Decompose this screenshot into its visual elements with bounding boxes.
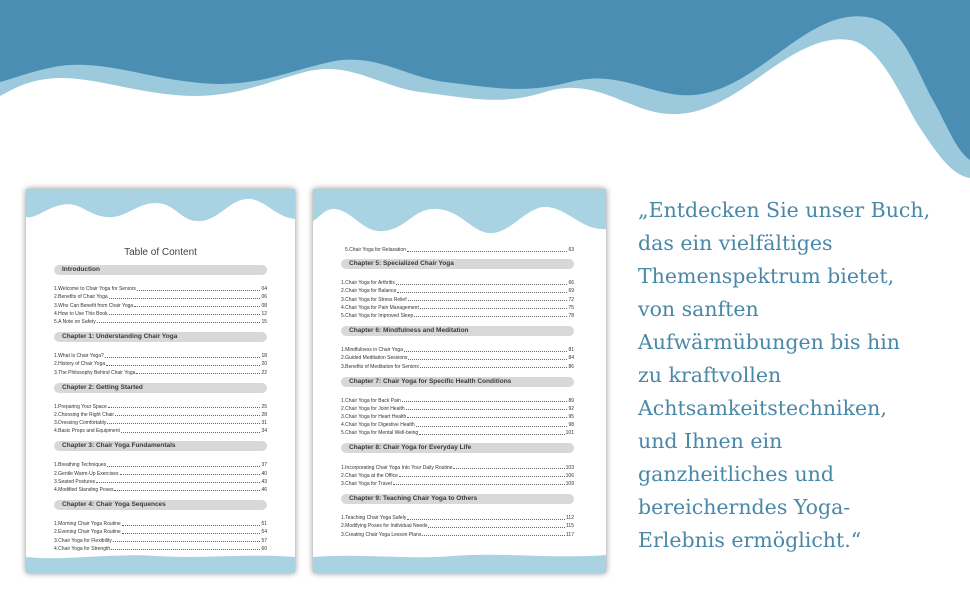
toc-section — [54, 500, 267, 552]
toc-entry-title: 1.Preparing Your Space — [54, 403, 107, 410]
toc-sections-right — [341, 259, 574, 545]
section-entries — [341, 278, 574, 319]
toc-entry-title: 1.Breathing Techniques — [54, 462, 107, 469]
toc-entry-title: 2.Guided Meditation Sessions — [341, 355, 408, 362]
quote-line: und Ihnen ein — [638, 429, 783, 453]
toc-entry-title: 2.Evening Chair Yoga Routine — [54, 529, 121, 536]
leader-dots — [121, 432, 261, 433]
toc-page-left — [26, 189, 295, 573]
toc-sections-left — [54, 265, 267, 559]
toc-entry-title: 3.Chair Yoga for Stress Relief — [341, 296, 407, 303]
toc-entry — [341, 529, 574, 537]
toc-entry-title: 4.Chair Yoga for Strength — [54, 545, 111, 552]
leader-dots — [120, 474, 261, 475]
toc-entry — [341, 471, 574, 479]
quote-line: Themenspektrum bietet, — [638, 264, 895, 288]
toc-entry — [54, 468, 267, 476]
toc-entry-title: 3.Chair Yoga for Travel — [341, 481, 392, 487]
toc-entry — [54, 535, 267, 543]
leader-dots — [396, 284, 568, 285]
section-entries — [341, 462, 574, 487]
toc-entry — [341, 353, 574, 361]
toc-entry-page: 46 — [261, 487, 267, 493]
toc-page-right — [313, 189, 606, 573]
leader-dots — [402, 401, 568, 402]
section-heading: Introduction — [54, 265, 267, 275]
toc-entry-page: 86 — [568, 363, 574, 370]
toc-entry — [54, 519, 267, 527]
leader-dots — [406, 409, 568, 410]
toc-entry-page: 92 — [568, 405, 574, 412]
toc-entry-page: 40 — [261, 470, 267, 477]
leader-dots — [114, 490, 260, 491]
toc-entry-page: 63 — [568, 247, 574, 254]
toc-entry — [54, 418, 267, 426]
leader-dots — [109, 314, 261, 315]
toc-entry-title: 4.Chair Yoga for Digestive Health — [341, 422, 415, 429]
leader-dots — [407, 251, 568, 252]
toc-entry-title: 1.Chair Yoga for Back Pain — [341, 397, 401, 404]
toc-entry-page: 25 — [261, 403, 267, 410]
toc-entry-title: 1.What Is Chair Yoga? — [54, 353, 104, 360]
leader-dots — [420, 308, 568, 309]
toc-entry-title: 3.Dressing Comfortably — [54, 420, 107, 427]
toc-entry-page: 06 — [261, 294, 267, 301]
toc-entry-title: 2.Choosing the Right Chair — [54, 411, 115, 418]
toc-entry — [341, 428, 574, 436]
toc-entry — [341, 303, 574, 311]
toc-entry — [54, 426, 267, 434]
toc-entry — [341, 513, 574, 521]
toc-entry-page: 81 — [568, 347, 574, 354]
toc-entry-title: 5.Chair Yoga for Relaxation — [345, 247, 406, 254]
toc-entry-page: 106 — [565, 472, 574, 479]
leader-dots — [122, 533, 261, 534]
toc-entry — [341, 396, 574, 404]
toc-entry-title: 3.Seated Postures — [54, 478, 96, 485]
toc-entry — [341, 404, 574, 412]
toc-entry-title: 1.Mindfulness in Chair Yoga — [341, 347, 403, 354]
section-heading: Chapter 9: Teaching Chair Yoga to Others — [341, 494, 574, 504]
quote-line: zu kraftvollen — [638, 363, 782, 387]
leader-dots — [134, 306, 260, 307]
leader-dots — [111, 549, 260, 550]
toc-entry — [341, 479, 574, 487]
toc-entry-page: 20 — [261, 361, 267, 368]
toc-entry-page: 22 — [261, 369, 267, 376]
toc-entry-page: 112 — [566, 515, 574, 522]
toc-entry — [54, 410, 267, 418]
toc-entry — [54, 527, 267, 535]
leader-dots — [96, 482, 260, 483]
page-top-wave — [313, 189, 606, 239]
leader-dots — [428, 527, 565, 528]
toc-entry-page: 72 — [568, 296, 574, 303]
toc-entry-page: 84 — [568, 355, 574, 362]
section-heading: Chapter 8: Chair Yoga for Everyday Life — [341, 443, 574, 453]
toc-entry-page: 08 — [261, 302, 267, 309]
toc-entry-page: 34 — [261, 428, 267, 435]
leader-dots — [422, 535, 565, 536]
toc-entry-page: 103 — [565, 464, 574, 471]
quote-line: Erlebnis ermöglicht.“ — [638, 528, 862, 552]
toc-entry-title: 3.Benefits of Meditation for Seniors — [341, 363, 419, 370]
toc-entry — [341, 294, 574, 302]
top-entry — [345, 245, 574, 253]
section-entries — [341, 513, 574, 538]
toc-entry-page: 69 — [568, 288, 574, 295]
toc-entry-title: 3.The Philosophy Behind Chair Yoga — [54, 369, 136, 376]
leader-dots — [107, 466, 260, 467]
leader-dots — [407, 417, 567, 418]
toc-entry-title: 2.Benefits of Chair Yoga — [54, 294, 108, 301]
toc-entry-page: 89 — [568, 397, 574, 404]
leader-dots — [107, 423, 260, 424]
quote-line: ganzheitliches und — [638, 462, 834, 486]
toc-entry-page: 115 — [566, 523, 574, 530]
section-heading: Chapter 3: Chair Yoga Fundamentals — [54, 441, 267, 451]
leader-dots — [136, 373, 260, 374]
section-entries — [54, 284, 267, 325]
toc-section — [341, 443, 574, 487]
toc-entry-title: 2.Modifying Poses for Individual Needs — [341, 523, 428, 530]
toc-entry — [54, 477, 267, 485]
toc-entry-page: 28 — [261, 411, 267, 418]
leader-dots — [109, 298, 261, 299]
toc-entry — [54, 367, 267, 375]
toc-entry-title: 1.Incorporating Chair Yoga Into Your Daily Routine — [341, 464, 453, 471]
quote-line: das ein vielfältiges — [638, 231, 833, 255]
leader-dots — [414, 316, 567, 317]
toc-entry-page: 37 — [261, 462, 267, 469]
page-top-wave — [26, 189, 295, 229]
toc-entry — [54, 284, 267, 292]
leader-dots — [393, 484, 565, 485]
toc-entry-page: 18 — [261, 353, 267, 360]
toc-entry-title: 5.Chair Yoga for Improved Sleep — [341, 312, 414, 319]
toc-entry-title: 3.Chair Yoga for Heart Health — [341, 414, 407, 421]
section-entries — [341, 396, 574, 437]
leader-dots — [453, 468, 564, 469]
leader-dots — [399, 476, 565, 477]
toc-entry-page: 66 — [568, 280, 574, 287]
toc-entry-title: 2.History of Chair Yoga — [54, 361, 106, 368]
toc-entry-title: 3.Creating Chair Yoga Lesson Plans — [341, 531, 422, 538]
leader-dots — [108, 407, 261, 408]
toc-entry-title: 2.Chair Yoga for Balance — [341, 288, 397, 295]
toc-entry — [341, 345, 574, 353]
toc-entry-title: 4.Basic Props and Equipment — [54, 428, 120, 435]
leader-dots — [408, 300, 568, 301]
toc-entry-page: 12 — [261, 310, 267, 317]
section-entries — [54, 519, 267, 552]
toc-entry — [54, 309, 267, 317]
toc-entry-title: 1.Teaching Chair Yoga Safely — [341, 515, 407, 522]
section-heading: Chapter 1: Understanding Chair Yoga — [54, 332, 267, 342]
section-entries — [54, 351, 267, 376]
toc-entry-title: 2.Gentle Warm-Up Exercises — [54, 470, 119, 477]
leader-dots — [419, 434, 564, 435]
toc-entry — [341, 311, 574, 319]
toc-entry-title: 3.Who Can Benefit from Chair Yoga — [54, 302, 134, 309]
leader-dots — [122, 525, 261, 526]
leader-dots — [105, 357, 261, 358]
page-bottom-wave — [313, 547, 606, 573]
toc-entry-title: 2.Chair Yoga at the Office — [341, 472, 398, 479]
toc-section — [341, 326, 574, 370]
leader-dots — [420, 367, 568, 368]
section-entries — [54, 402, 267, 435]
toc-entry — [54, 544, 267, 552]
toc-entry — [54, 402, 267, 410]
toc-title: Table of Content — [124, 247, 197, 258]
toc-entry-page: 31 — [261, 420, 267, 427]
leader-dots — [408, 359, 567, 360]
toc-entry — [341, 420, 574, 428]
toc-entry-page: 109 — [565, 481, 574, 487]
quote-line: bereicherndes Yoga- — [638, 495, 851, 519]
leader-dots — [404, 351, 567, 352]
toc-section — [341, 259, 574, 319]
toc-entry-title: 1.Morning Chair Yoga Routine — [54, 521, 121, 528]
toc-entry-page: 78 — [568, 312, 574, 319]
toc-entry — [341, 361, 574, 369]
section-heading: Chapter 4: Chair Yoga Sequences — [54, 500, 267, 510]
leader-dots — [416, 426, 568, 427]
quote-line: Aufwärmübungen bis hin — [638, 330, 900, 354]
toc-entry — [54, 359, 267, 367]
toc-entry-page: 98 — [568, 422, 574, 429]
toc-entry-page: 95 — [568, 414, 574, 421]
toc-entry — [54, 317, 267, 325]
section-heading: Chapter 7: Chair Yoga for Specific Health Conditions — [341, 377, 574, 387]
toc-entry — [54, 485, 267, 493]
toc-entry-page: 15 — [261, 318, 267, 325]
section-heading: Chapter 6: Mindfulness and Meditation — [341, 326, 574, 336]
toc-entry-title: 1.Welcome to Chair Yoga for Seniors — [54, 286, 136, 293]
toc-entry — [54, 460, 267, 468]
toc-entry-title: 3.Chair Yoga for Flexibility — [54, 537, 112, 544]
section-entries — [341, 345, 574, 370]
toc-entry — [54, 351, 267, 359]
leader-dots — [106, 365, 260, 366]
toc-entry-title: 1.Chair Yoga for Arthritis — [341, 280, 395, 287]
leader-dots — [137, 290, 261, 291]
leader-dots — [407, 519, 565, 520]
toc-entry-title: 4.Modified Standing Poses — [54, 487, 114, 493]
toc-entry-page: 117 — [566, 531, 574, 538]
section-heading: Chapter 2: Getting Started — [54, 383, 267, 393]
toc-entry-title: 4.Chair Yoga for Pain Management — [341, 304, 419, 311]
toc-entry-title: 5.A Note on Safety — [54, 318, 96, 325]
toc-section — [341, 377, 574, 437]
toc-entry-page: 04 — [261, 286, 267, 293]
leader-dots — [397, 292, 567, 293]
toc-entry-title: 5.Chair Yoga for Mental Well-being — [341, 430, 419, 437]
leader-dots — [97, 322, 261, 323]
leader-dots — [113, 541, 261, 542]
toc-entry-page: 60 — [261, 545, 267, 552]
toc-entry-page: 57 — [261, 537, 267, 544]
toc-entry-page: 43 — [261, 478, 267, 485]
leader-dots — [115, 415, 260, 416]
toc-entry-page: 101 — [565, 430, 574, 437]
toc-entry — [341, 286, 574, 294]
toc-entry-title: 4.How to Use This Book — [54, 310, 108, 317]
quote-line: Achtsamkeitstechniken, — [638, 396, 887, 420]
section-heading: Chapter 5: Specialized Chair Yoga — [341, 259, 574, 269]
section-entries — [54, 460, 267, 493]
toc-section — [54, 265, 267, 325]
toc-section — [341, 494, 574, 538]
toc-entry — [345, 245, 574, 253]
toc-section — [54, 441, 267, 493]
toc-section — [54, 332, 267, 376]
toc-entry — [341, 278, 574, 286]
quote-line: „Entdecken Sie unser Buch, — [638, 198, 931, 222]
toc-entry — [54, 292, 267, 300]
toc-entry-page: 51 — [261, 521, 267, 528]
toc-entry — [341, 412, 574, 420]
promo-quote — [638, 194, 963, 557]
toc-entry — [341, 462, 574, 470]
toc-entry-title: 2.Chair Yoga for Joint Health — [341, 405, 405, 412]
toc-entry-page: 54 — [261, 529, 267, 536]
toc-entry-page: 75 — [568, 304, 574, 311]
quote-line: von sanften — [638, 297, 759, 321]
toc-entry — [54, 300, 267, 308]
toc-section — [54, 383, 267, 435]
toc-entry — [341, 521, 574, 529]
